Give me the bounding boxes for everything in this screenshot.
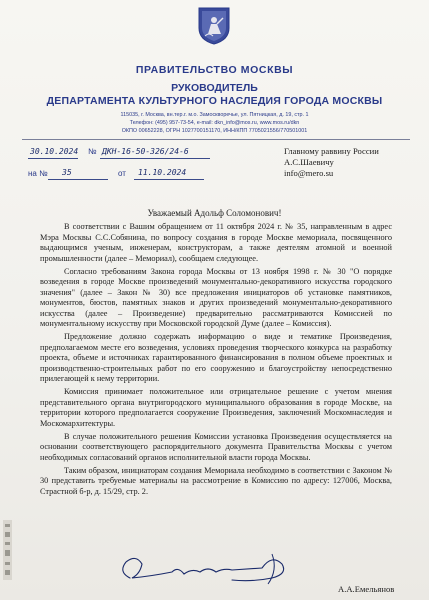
registration-barcode-icon <box>3 520 12 580</box>
addressee-email: info@mero.su <box>284 168 334 178</box>
greeting: Уважаемый Адольф Соломонович! <box>147 208 282 218</box>
letterhead-registry-codes: ОКПО 00652228, ОГРН 1027700151170, ИНН/КПП 7705021556/770501001 <box>121 128 308 134</box>
reference-date-line <box>134 179 204 180</box>
paragraph: Согласно требованиям Закона города Москвы от 13 ноября 1998 г. № 30 "О порядке возведения в городе Москве произведений монументально-декоративного искусства городского значения" (далее – Закон № 30) все предложения инициаторов об установке памятников, монументов, бюстов, памятных знаков и других произведений монументально-декоративного искусства (далее – Произведение) предварительно рассматриваются Комиссией по монументальному искусству при Московской городской Думе (далее – Комиссия). <box>40 266 392 328</box>
letter-body <box>40 222 392 500</box>
paragraph: Таким образом, инициаторам создания Мемориала необходимо в соответствии с Законом № 30 представить требуемые материалы на рассмотрение в Комиссию по адресу: 127006, Москва, Страстной б-р, д. 15/29, стр. 2. <box>40 465 392 496</box>
moscow-coat-of-arms-icon <box>197 6 231 46</box>
paragraph: Предложение должно содержать информацию о виде и тематике Произведения, предполагаемом месте его возведения, условиях проведения творческого конкурса на разработку проекта, объеме и источниках гарантированного финансирования в полном объеме проектных и производственно-строительных работ по его сооружению и благоустройству непосредственно прилегающей к нему территории. <box>40 332 392 383</box>
registration-number-line <box>100 158 210 159</box>
paragraph: Комиссия принимает положительное или отрицательное решение с учетом мнения представительного органа внутригородского муниципального образования в городе Москве, на территории которого предполагается сооружение Произведения, заключений Москомнаследия и Москомархитектуры. <box>40 387 392 428</box>
handwritten-signature-icon <box>112 548 312 588</box>
addressee-title: Главному раввину России <box>284 146 379 156</box>
paragraph: В соответствии с Вашим обращением от 11 октября 2024 г. № 35, направленным в адрес Мэра Москвы С.С.Собянина, по вопросу создания в городе Москве мемориала, посвященного выдающимся ученым, инженерам, конструкторам, а также деятелям атомной и военной промышленности (далее – Мемориал), сообщаем следующее. <box>40 222 392 263</box>
paragraph: В случае положительного решения Комиссии установка Произведения осуществляется на основании соответствующего распорядительного документа Правительства Москвы с учетом необходимых согласований органов исполнительной власти города Москвы. <box>40 431 392 462</box>
reference-date: 11.10.2024 <box>138 168 187 177</box>
letterhead-contacts: Телефон: (495) 957-73-54, e-mail: dkn_info@mos.ru, www.mos.ru/dkn <box>129 120 300 126</box>
reference-prefix: на № <box>28 169 48 178</box>
registration-number: ДКН-16-50-326/24-6 <box>102 147 189 156</box>
letterhead-divider <box>22 139 410 140</box>
reference-from-label: от <box>118 169 126 178</box>
signer-name: А.А.Емельянов <box>338 584 395 594</box>
addressee-block <box>284 146 379 179</box>
reference-number: 35 <box>62 168 72 177</box>
government-name: ПРАВИТЕЛЬСТВО МОСКВЫ <box>135 64 294 76</box>
letterhead-title-line2: ДЕПАРТАМЕНТА КУЛЬТУРНОГО НАСЛЕДИЯ ГОРОДА МОСКВЫ <box>46 95 383 107</box>
registration-date: 30.10.2024 <box>30 147 79 156</box>
letterhead-address: 115035, г. Москва, вн.тер.г. м.о. Замоскворечье, ул. Пятницкая, д. 19, стр. 1 <box>120 112 309 118</box>
addressee-name: А.С.Шаевичу <box>284 157 334 167</box>
registration-number-label: № <box>88 147 97 156</box>
registration-date-line <box>28 158 78 159</box>
reference-number-line <box>48 179 108 180</box>
letterhead-title-line1: РУКОВОДИТЕЛЬ <box>171 82 258 94</box>
